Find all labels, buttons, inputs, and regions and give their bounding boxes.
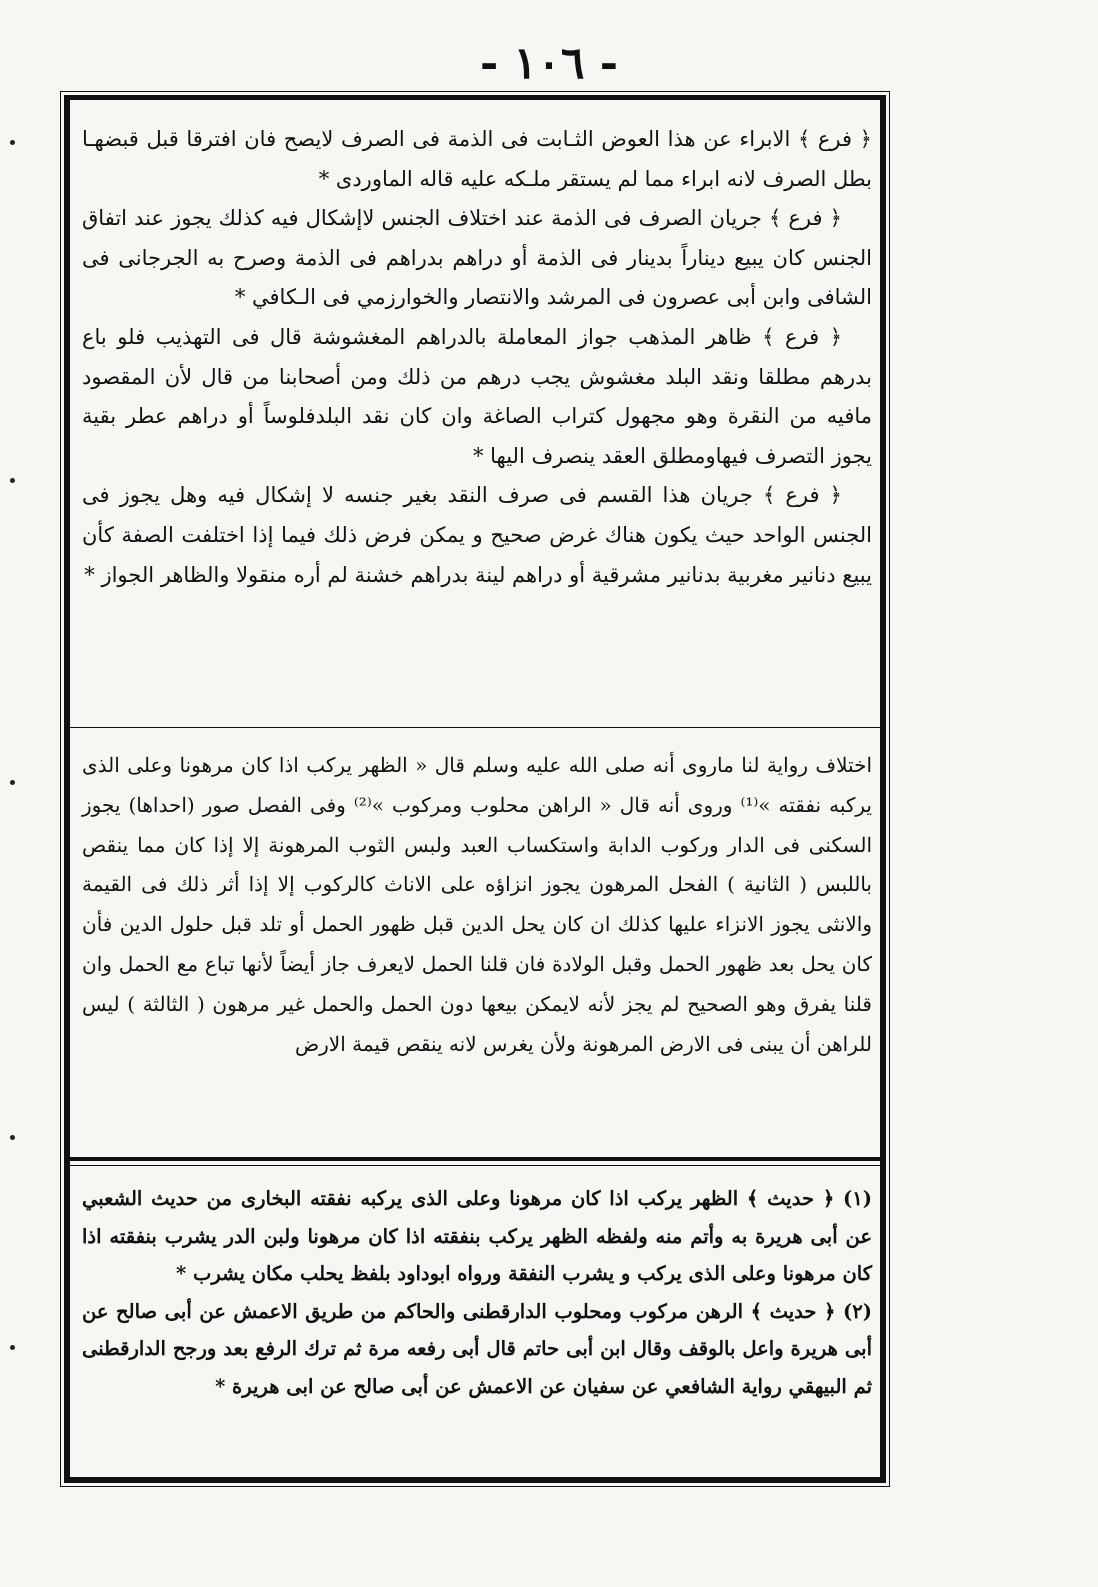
commentary-text: [82, 746, 872, 1064]
footnote-divider-thin: [70, 1165, 880, 1166]
page-number: - ١٠٦ -: [479, 38, 619, 89]
paragraph-far-4: ﴿ فرع ﴾ جريان هذا القسم فى صرف النقد بغير جنسه لا إشكال فيه وهل يجوز فى الجنس الواحد حيث يكون هناك غرض صحيح و يمكن فرض ذلك فيما إذا اختلفت الصفة كأن يبيع دنانير مغربية بدنانير مشرقية أو دراهم لينة بدراهم خشنة لم أره منقولا والظاهر الجواز *: [82, 483, 872, 587]
margin-mark: [10, 478, 15, 483]
paragraph-far-2: ﴿ فرع ﴾ جريان الصرف فى الذمة عند اختلاف الجنس لاإشكال فيه كذلك يجوز عند اتفاق الجنس كان يبيع ديناراً بدينار فى الذمة أو دراهم بدراهم فى الذمة وصرح به الجرجانى فى الشافى وابن أبى عصرون فى المرشد والانتصار والخوارزمي فى الـكافي *: [82, 206, 872, 310]
margin-mark: [10, 1345, 15, 1350]
paragraph-far-1: ﴿ فرع ﴾ الابراء عن هذا العوض الثـابت فى الذمة فى الصرف لايصح فان افترقا قبل قبضهـا بطل الصرف لانه ابراء مما لم يستقر ملـكه عليه قاله الماوردى *: [82, 127, 872, 191]
footnote-divider: [70, 1157, 880, 1161]
footnote-1: (١) ﴿ حديث ﴾ الظهر يركب اذا كان مرهونا وعلى الذى يركبه نفقته البخارى من حديث الشعبي عن أبى هريرة به وأتم منه ولفظه الظهر يركب بنفقته اذا كان مرهونا ولبن الدر يشرب بنفقته اذا كان مرهونا وعلى الذى يركب و يشرب النفقة ورواه ابوداود بلفظ يحلب مكان يشرب *: [82, 1187, 872, 1285]
margin-mark: [10, 1135, 15, 1140]
paragraph-far-3: ﴿ فرع ﴾ ظاهر المذهب جواز المعاملة بالدراهم المغشوشة قال فى التهذيب فلو باع بدرهم مطلقا ونقد البلد مغشوش يجب درهم من ذلك ومن أصحابنا من قال لأن المقصود مافيه من النقرة وهو مجهول كتراب الصاغة وان كان نقد البلدفلوساً أو دراهم عطر بقية يجوز التصرف فيهاومطلق العقد ينصرف اليها *: [82, 324, 873, 468]
margin-mark: [10, 140, 15, 145]
main-text: [82, 120, 872, 595]
section-divider: [70, 727, 880, 728]
margin-mark: [10, 780, 15, 785]
commentary-paragraph: اختلاف رواية لنا ماروى أنه صلى الله عليه وسلم قال « الظهر يركب اذا كان مرهونا وعلى الذى يركبه نفقته »⁽¹⁾ وروى أنه قال « الراهن محلوب ومركوب »⁽²⁾ وفى الفصل صور (احداها) يجوز السكنى فى الدار وركوب الدابة واستكساب العبد ولبس الثوب المرهونة إلا إذا كان مما ينقص باللبس ( الثانية ) الفحل المرهون يجوز انزاؤه على الاناث كالركوب إلا إذا أثر ذلك فى القيمة والانثى يجوز الانزاء عليها كذلك ان كان يحل الدين قبل ظهور الحمل أو تلد قبل حلول الدين فأن كان يحل بعد ظهور الحمل وقبل الولادة فان قلنا الحمل لايعرف جاز أيضاً لأنها تباع مع الحمل وان قلنا يفرق وهو الصحيح لم يجز لأنه لايمكن بيعها دون الحمل والحمل غير مرهون ( الثالثة ) ليس للراهن أن يبنى فى الارض المرهونة ولأن يغرس لانه ينقص قيمة الارض: [82, 753, 872, 1056]
footnote-2: (٢) ﴿ حديث ﴾ الرهن مركوب ومحلوب الدارقطنى والحاكم من طريق الاعمش عن أبى صالح عن أبى هريرة واعل بالوقف وقال ابن أبى حاتم قال أبى رفعه مرة ثم ترك الرفع بعد ورجح الدارقطنى ثم البيهقي رواية الشافعي عن سفيان عن الاعمش عن أبى صالح عن ابى هريرة *: [82, 1299, 872, 1398]
footnotes: [82, 1180, 872, 1405]
